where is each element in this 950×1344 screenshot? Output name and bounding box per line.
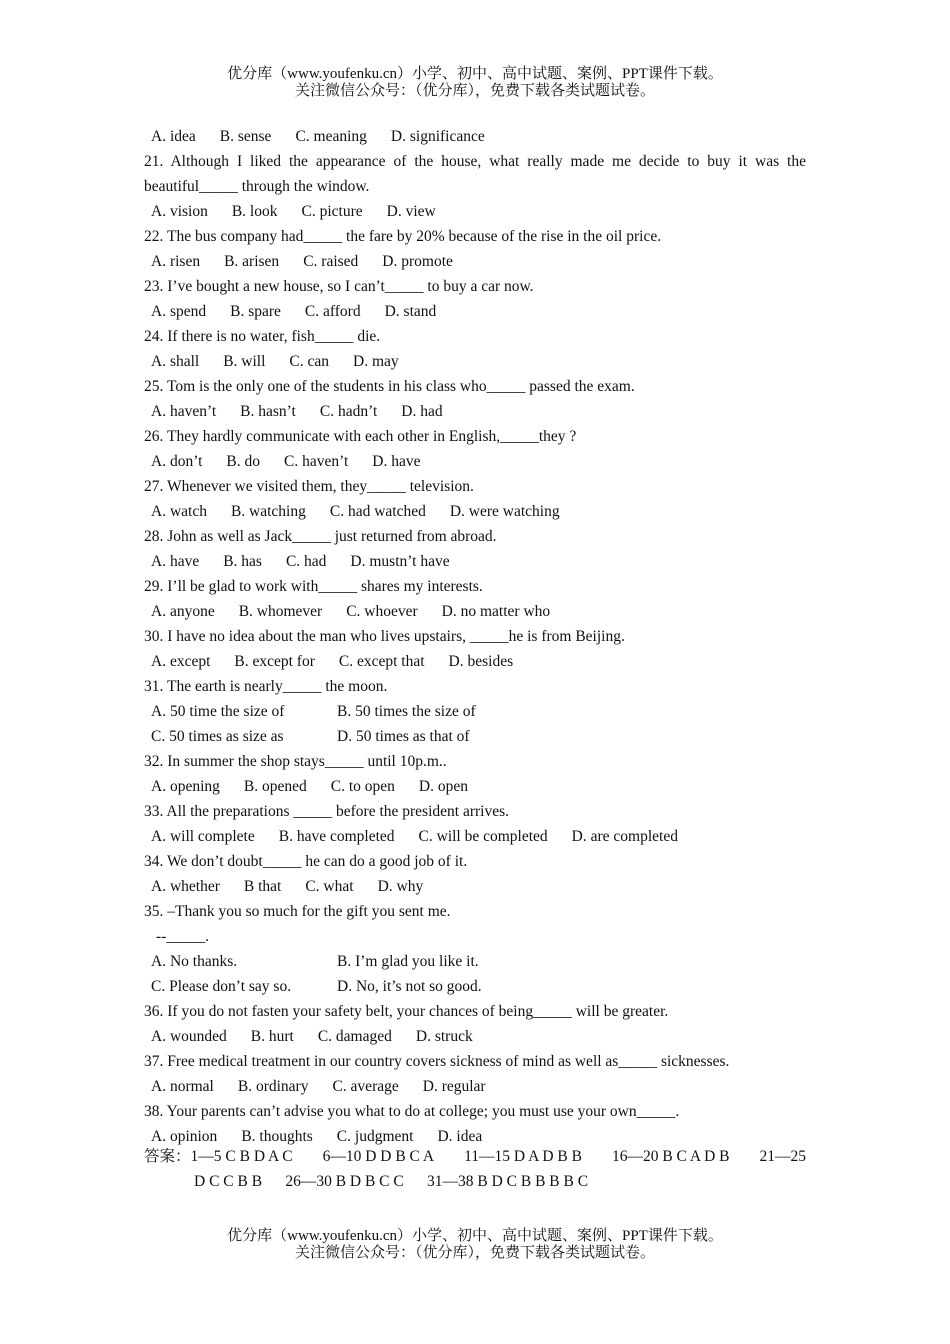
option-c: C. raised bbox=[303, 253, 359, 270]
option-b: B. have completed bbox=[278, 828, 395, 845]
question-text: 27. Whenever we visited them, they_____ television. bbox=[144, 478, 474, 495]
option-b: B. thoughts bbox=[241, 1128, 313, 1145]
option-c: C. had watched bbox=[329, 503, 426, 520]
option-a: A. whether bbox=[151, 878, 220, 895]
option-b: B. sense bbox=[219, 128, 272, 145]
option-c: C. to open bbox=[330, 778, 395, 795]
option-a: A. normal bbox=[151, 1078, 214, 1095]
option-b: B. arisen bbox=[224, 253, 280, 270]
option-c: C. damaged bbox=[317, 1028, 392, 1045]
option-a: A. watch bbox=[151, 503, 207, 520]
option-d: D. idea bbox=[437, 1128, 483, 1145]
answer-group: 31—38 B D C B B B B C bbox=[427, 1173, 589, 1190]
question-text: 24. If there is no water, fish_____ die. bbox=[144, 328, 381, 345]
options-row bbox=[144, 249, 806, 274]
options-row bbox=[144, 124, 806, 149]
page-header bbox=[0, 66, 950, 100]
options-row bbox=[144, 724, 806, 749]
options-row bbox=[144, 949, 806, 974]
option-a: A. idea bbox=[151, 128, 196, 145]
option-d: D. No, it’s not so good. bbox=[337, 978, 482, 995]
question-text: 25. Tom is the only one of the students in his class who_____ passed the exam. bbox=[144, 378, 635, 395]
option-a: A. risen bbox=[151, 253, 201, 270]
question-text: 37. Free medical treatment in our country covers sickness of mind as well as_____ sicknesses. bbox=[144, 1053, 730, 1070]
option-b: B. watching bbox=[230, 503, 306, 520]
option-c: C. Please don’t say so. bbox=[151, 978, 292, 995]
question-text: 35. –Thank you so much for the gift you sent me. bbox=[144, 903, 451, 920]
option-d: D. significance bbox=[390, 128, 485, 145]
options-row bbox=[144, 349, 806, 374]
option-a: A. don’t bbox=[151, 453, 203, 470]
question-text: 30. I have no idea about the man who lives upstairs, _____he is from Beijing. bbox=[144, 628, 625, 645]
footer-line-2: 关注微信公众号：（优分库），免费下载各类试题试卷。 bbox=[294, 1245, 655, 1261]
option-b: B. I’m glad you like it. bbox=[337, 953, 479, 970]
answer-group: 11—15 D A D B B bbox=[464, 1148, 582, 1165]
answer-key-label: 答案： bbox=[144, 1148, 191, 1165]
option-a: A. shall bbox=[151, 353, 200, 370]
answer-group: 6—10 D D B C A bbox=[322, 1148, 435, 1165]
options-row bbox=[144, 699, 806, 724]
option-c: C. picture bbox=[301, 203, 363, 220]
question-list bbox=[144, 124, 806, 1149]
option-a: A. except bbox=[151, 653, 211, 670]
option-c: C. 50 times as size as bbox=[151, 728, 284, 745]
question-text: 29. I’ll be glad to work with_____ shares my interests. bbox=[144, 578, 483, 595]
header-line-2: 关注微信公众号：（优分库），免费下载各类试题试卷。 bbox=[294, 83, 655, 99]
option-d: D. promote bbox=[382, 253, 453, 270]
option-a: A. 50 time the size of bbox=[151, 703, 285, 720]
option-d: D. regular bbox=[422, 1078, 486, 1095]
option-c: C. hadn’t bbox=[319, 403, 378, 420]
question-text: 28. John as well as Jack_____ just returned from abroad. bbox=[144, 528, 497, 545]
question-text: 26. They hardly communicate with each other in English,_____they ? bbox=[144, 428, 577, 445]
option-c: C. what bbox=[305, 878, 354, 895]
question-text: 23. I’ve bought a new house, so I can’t_____ to buy a car now. bbox=[144, 278, 534, 295]
option-c: C. except that bbox=[338, 653, 425, 670]
footer-line-1: 优分库（www.youfenku.cn）小学、初中、高中试题、案例、PPT课件下载。 bbox=[227, 1228, 723, 1244]
question-text: 38. Your parents can’t advise you what to do at college; you must use your own_____. bbox=[144, 1103, 680, 1120]
question-text: 31. The earth is nearly_____ the moon. bbox=[144, 678, 388, 695]
options-row bbox=[144, 599, 806, 624]
option-a: A. have bbox=[151, 553, 200, 570]
option-d: D. no matter who bbox=[441, 603, 551, 620]
option-c: C. will be completed bbox=[418, 828, 548, 845]
answer-group: 21—25 bbox=[759, 1148, 806, 1165]
option-b: B. opened bbox=[243, 778, 307, 795]
option-b: B. spare bbox=[230, 303, 281, 320]
page-footer bbox=[0, 1228, 950, 1262]
option-a: A. haven’t bbox=[151, 403, 217, 420]
option-b: B. whomever bbox=[238, 603, 323, 620]
option-a: A. vision bbox=[151, 203, 208, 220]
option-d: D. may bbox=[353, 353, 399, 370]
option-d: D. struck bbox=[415, 1028, 473, 1045]
option-c: C. average bbox=[332, 1078, 399, 1095]
answer-key-label-group bbox=[144, 1144, 293, 1169]
option-a: A. opinion bbox=[151, 1128, 218, 1145]
header-line-1: 优分库（www.youfenku.cn）小学、初中、高中试题、案例、PPT课件下载。 bbox=[227, 66, 723, 82]
option-d: D. are completed bbox=[571, 828, 678, 845]
question-text: 33. All the preparations _____ before the president arrives. bbox=[144, 803, 509, 820]
question-text: 34. We don’t doubt_____ he can do a good job of it. bbox=[144, 853, 468, 870]
question-text: 22. The bus company had_____ the fare by 20% because of the rise in the oil price. bbox=[144, 228, 662, 245]
option-b: B. except for bbox=[234, 653, 315, 670]
option-c: C. had bbox=[285, 553, 327, 570]
question-text: 36. If you do not fasten your safety belt, your chances of being_____ will be greater. bbox=[144, 1003, 669, 1020]
option-b: B. hasn’t bbox=[240, 403, 296, 420]
option-c: C. meaning bbox=[295, 128, 367, 145]
option-b: B. ordinary bbox=[237, 1078, 309, 1095]
options-row bbox=[144, 824, 806, 849]
option-a: A. spend bbox=[151, 303, 207, 320]
options-row bbox=[144, 199, 806, 224]
options-row bbox=[144, 774, 806, 799]
options-row bbox=[144, 299, 806, 324]
answer-group: 16—20 B C A D B bbox=[611, 1148, 730, 1165]
option-b: B. has bbox=[223, 553, 262, 570]
options-row bbox=[144, 974, 806, 999]
option-d: D. why bbox=[377, 878, 424, 895]
answer-group: 1—5 C B D A C bbox=[190, 1148, 293, 1165]
options-row bbox=[144, 1074, 806, 1099]
option-b: B. 50 times the size of bbox=[337, 703, 476, 720]
options-row bbox=[144, 399, 806, 424]
option-a: A. will complete bbox=[151, 828, 255, 845]
question-text: 21. Although I liked the appearance of the house, what really made me decide to buy it was the beautiful_____ through the window. bbox=[144, 153, 806, 195]
option-b: B. do bbox=[226, 453, 260, 470]
option-c: C. afford bbox=[304, 303, 361, 320]
options-row bbox=[144, 449, 806, 474]
option-d: D. open bbox=[418, 778, 468, 795]
option-d: D. besides bbox=[448, 653, 514, 670]
answer-key-row-2 bbox=[144, 1169, 806, 1194]
option-c: C. haven’t bbox=[283, 453, 349, 470]
option-a: A. No thanks. bbox=[151, 953, 238, 970]
options-row bbox=[144, 549, 806, 574]
option-d: D. were watching bbox=[449, 503, 560, 520]
question-text: 32. In summer the shop stays_____ until 10p.m.. bbox=[144, 753, 447, 770]
option-c: C. whoever bbox=[346, 603, 418, 620]
option-c: C. can bbox=[289, 353, 330, 370]
options-row bbox=[144, 499, 806, 524]
option-d: D. 50 times as that of bbox=[337, 728, 470, 745]
option-d: D. mustn’t have bbox=[350, 553, 450, 570]
options-row bbox=[144, 1024, 806, 1049]
option-d: D. had bbox=[401, 403, 443, 420]
answer-key-row-1 bbox=[144, 1144, 806, 1169]
option-b: B. look bbox=[231, 203, 278, 220]
option-d: D. have bbox=[372, 453, 421, 470]
answer-group: 26—30 B D B C C bbox=[285, 1173, 404, 1190]
option-a: A. opening bbox=[151, 778, 220, 795]
options-row bbox=[144, 649, 806, 674]
reply-blank: --_____. bbox=[156, 928, 209, 945]
option-d: D. view bbox=[386, 203, 436, 220]
option-a: A. anyone bbox=[151, 603, 215, 620]
answer-key bbox=[144, 1144, 806, 1194]
option-b: B that bbox=[243, 878, 282, 895]
option-b: B. will bbox=[223, 353, 266, 370]
options-row bbox=[144, 874, 806, 899]
option-c: C. judgment bbox=[336, 1128, 414, 1145]
option-d: D. stand bbox=[384, 303, 437, 320]
answer-group: D C C B B bbox=[194, 1173, 263, 1190]
option-b: B. hurt bbox=[250, 1028, 294, 1045]
option-a: A. wounded bbox=[151, 1028, 227, 1045]
